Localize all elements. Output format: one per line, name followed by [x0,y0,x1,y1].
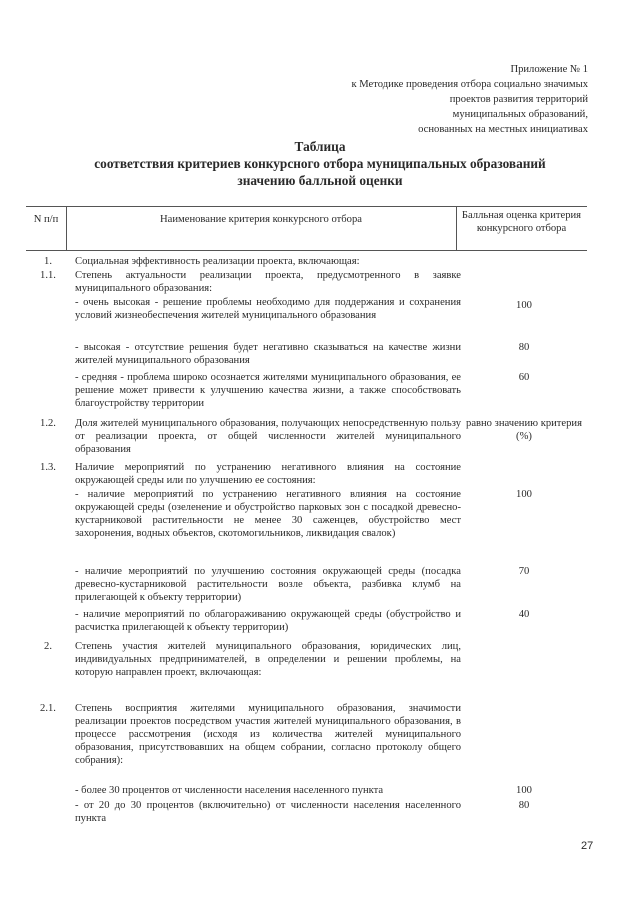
appendix-line-2: к Методике проведения отбора социально значимых [351,79,588,90]
row-score: 100 [516,300,532,311]
row-criterion: Степень восприятия жителями муниципального образования, значимости реализации проектов посредством участия жителей муниципального образования, в процессе рассмотрения (исходя из количества жителей муниципального образования, присутствовавших на общем собрании, согласно протоколу общего собрания): [75,703,461,766]
row-criterion: - наличие мероприятий по устранению негативного влияния на состояние окружающей среды (озеленение и обустройство парковых зон с посадкой древесно-кустарниковой растительности не менее 30 саженцев, обустройство мест захоронения, водных объектов, скотомогильников, ликвидация свалок) [75,489,461,539]
header-score: Балльная оценка критерия конкурсного отбора [461,210,582,234]
row-criterion: - наличие мероприятий по улучшению состояния окружающей среды (посадка древесно-кустарниковой растительности возле объекта, разбивка клумб на прилегающей к объекту территории) [75,566,461,603]
row-criterion: Наличие мероприятий по устранению негативного влияния на состояние окружающей среды или по улучшению ее состояния: [75,462,461,486]
document-title [40,138,600,189]
row-number: 2. [44,641,52,652]
row-number: 2.1. [40,703,56,714]
row-score: 80 [518,342,530,353]
row-score: 100 [516,785,532,796]
row-criterion: - очень высокая - решение проблемы необходимо для поддержания и сохранения условий жизнеобеспечения жителей муниципального образования [75,297,461,321]
appendix-reference [258,62,588,137]
title-line-2: соответствия критериев конкурсного отбора муниципальных образований [94,156,546,171]
row-score: 40 [518,609,530,620]
title-line-1: Таблица [294,139,346,154]
appendix-line-4: муниципальных образований, [452,109,588,120]
row-criterion: - более 30 процентов от численности населения населенного пункта [75,785,384,796]
appendix-line-5: основанных на местных инициативах [418,124,588,135]
row-number: 1.2. [40,418,56,429]
row-score: равно значению критерия (%) [466,418,582,442]
row-number: 1.1. [40,270,56,281]
row-criterion: - средняя - проблема широко осознается жителями муниципального образования, ее решение может привести к улучшению качества жизни, а также способствовать благоустройству территории [75,372,461,409]
row-criterion: - наличие мероприятий по облагораживанию окружающей среды (обустройство и расчистка прилегающей к объекту территории) [75,609,461,633]
row-score: 70 [518,566,530,577]
row-score: 60 [518,372,530,383]
appendix-line-3: проектов развития территорий [449,94,588,105]
row-criterion: - высокая - отсутствие решения будет негативно сказываться на качестве жизни жителей муниципального образования [75,342,461,366]
row-criterion: Степень актуальности реализации проекта, предусмотренного в заявке муниципального образования: [75,270,461,294]
title-line-3: значению балльной оценки [237,173,403,188]
row-criterion: Социальная эффективность реализации проекта, включающая: [75,256,360,267]
row-score: 100 [516,489,532,500]
row-number: 1. [44,256,52,267]
page-number: 27 [581,840,594,852]
header-criterion-name: Наименование критерия конкурсного отбора [160,214,362,225]
table-header [26,206,587,251]
appendix-line-1: Приложение № 1 [510,64,588,75]
row-criterion: - от 20 до 30 процентов (включительно) от численности населения населенного пункта [75,800,461,824]
header-number: N п/п [33,214,59,225]
row-number: 1.3. [40,462,56,473]
row-criterion: Степень участия жителей муниципального образования, юридических лиц, индивидуальных предпринимателей, в определении и решении проблемы, на которую направлен проект, включающая: [75,641,461,678]
row-score: 80 [518,800,530,811]
row-criterion: Доля жителей муниципального образования, получающих непосредственную пользу от реализации проекта, от общей численности жителей муниципального образования [75,418,461,455]
